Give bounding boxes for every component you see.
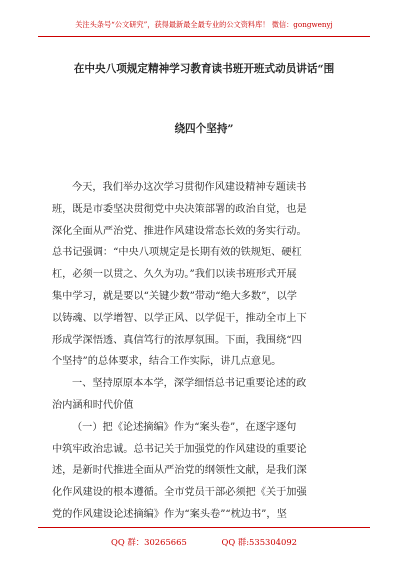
body-line: （一）把《论述摘编》作为“案头卷”，在逐字逐句: [72, 421, 297, 433]
document-body: [52, 177, 360, 526]
document-title-line-2: 绕四个坚持”: [174, 123, 234, 135]
body-line: 以铸魂、以学增智、以学正风、以学促干，推动全市上下: [52, 312, 307, 324]
body-line: 总书记强调：“中央八项规定是长期有效的铁规矩、硬杠: [52, 247, 302, 259]
body-line: 个坚持”的总体要求，结合工作实际，讲几点意见。: [52, 356, 282, 368]
body-line: 党的作风建设论述摘编》作为“案头卷”“枕边书”，坚: [52, 508, 287, 520]
footer-qq-group-2: QQ 群:535304092: [221, 537, 297, 547]
body-line: 今天，我们举办这次学习贯彻作风建设精神专题读书: [72, 182, 307, 193]
body-line: 班，既是市委坚决贯彻党中央决策部署的政治自觉，也是: [52, 203, 307, 215]
section-heading-line: 治内涵和时代价值: [52, 399, 134, 411]
body-line: 中筑牢政治忠诚。总书记关于加强党的作风建设的重要论: [52, 443, 307, 455]
footer-qq-group-1: QQ 群：30265665: [111, 537, 187, 547]
body-line: 述，是新时代推进全面从严治党的纲领性文献，是我们深: [52, 465, 307, 477]
body-line: 化作风建设的根本遵循。全市党员干部必须把《关于加强: [52, 487, 307, 499]
footer: [0, 536, 408, 548]
header-note: 关注头条号“公文研究”，获得最新最全最专业的公文资料库！ 微信：gongwenyj: [75, 20, 333, 29]
header-divider: [38, 36, 370, 37]
document-title-line-1: 在中央八项规定精神学习教育读书班开班式动员讲话“围: [73, 63, 335, 75]
body-line: 集中学习，就是要以“关键少数”带动“绝大多数”，以学: [52, 290, 297, 302]
section-heading-line: 一、坚持原原本本学，深学细悟总书记重要论述的政: [72, 378, 307, 390]
body-line: 形成学深悟透、真信笃行的浓厚氛围。下面，我围绕“四: [52, 334, 302, 346]
body-line: 杠，必须一以贯之、久久为功。”我们以读书班形式开展: [52, 269, 297, 281]
body-line: 深化全面从严治党、推进作风建设常态长效的务实行动。: [52, 225, 307, 237]
footer-divider: [38, 527, 370, 528]
